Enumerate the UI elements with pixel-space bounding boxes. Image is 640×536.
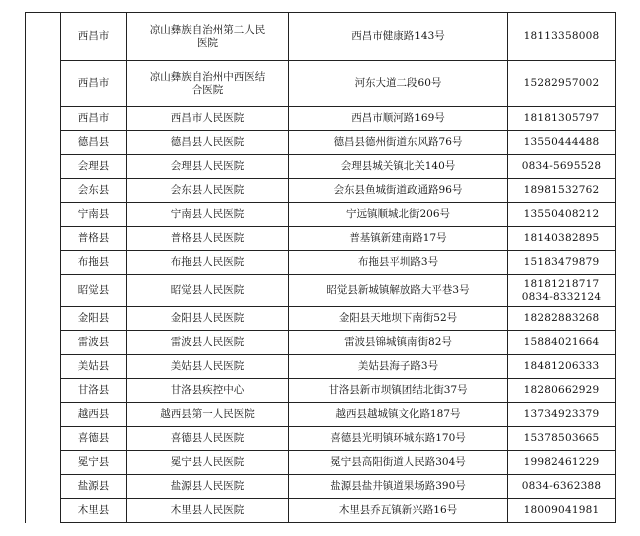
hospital-cell (127, 179, 289, 203)
phone-number: 15884021664 (523, 336, 600, 348)
phone-number: 13550444488 (523, 136, 600, 148)
hospital-name-line: 凉山彝族自治州第二人民 (149, 23, 266, 36)
county-cell: 冕宁县 (61, 451, 127, 475)
address-cell: 昭觉县新城镇解放路大平巷3号 (289, 275, 508, 307)
hospital-cell (127, 499, 289, 523)
address-cell: 河东大道二段60号 (289, 61, 508, 107)
phone-number: 18113358008 (523, 30, 600, 42)
address-cell: 雷波县锦城镇南街82号 (289, 331, 508, 355)
phone-cell (508, 427, 616, 451)
hospital-name-line: 喜德县人民医院 (170, 432, 245, 444)
phone-number: 0834-5695528 (521, 160, 602, 172)
blank-cell (26, 331, 61, 355)
phone-cell (508, 499, 616, 523)
table-row (26, 403, 616, 427)
phone-cell (508, 179, 616, 203)
table-row (26, 203, 616, 227)
hospital-name-line: 雷波县人民医院 (170, 336, 245, 348)
phone-cell (508, 227, 616, 251)
hospital-name-line: 昭觉县人民医院 (170, 284, 245, 296)
blank-cell (26, 379, 61, 403)
table-row (26, 131, 616, 155)
hospital-cell (127, 331, 289, 355)
phone-cell (508, 61, 616, 107)
phone-cell (508, 307, 616, 331)
county-cell: 会东县 (61, 179, 127, 203)
county-cell: 盐源县 (61, 475, 127, 499)
address-cell: 木里县乔瓦镇新兴路16号 (289, 499, 508, 523)
phone-number: 18481206333 (523, 360, 600, 372)
hospital-name-line: 凉山彝族自治州中西医结 (149, 70, 266, 83)
phone-number: 18282883268 (523, 312, 600, 324)
blank-cell (26, 403, 61, 427)
hospital-name-line: 金阳县人民医院 (170, 312, 245, 324)
phone-cell (508, 131, 616, 155)
address-cell: 普基镇新建南路17号 (289, 227, 508, 251)
blank-cell (26, 251, 61, 275)
table-row (26, 251, 616, 275)
blank-cell (26, 107, 61, 131)
phone-cell (508, 275, 616, 307)
address-cell: 甘洛县新市坝镇团结北街37号 (289, 379, 508, 403)
table-row (26, 227, 616, 251)
hospital-cell (127, 355, 289, 379)
hospital-cell (127, 107, 289, 131)
blank-cell (26, 499, 61, 523)
address-cell: 西昌市顺河路169号 (289, 107, 508, 131)
address-cell: 盐源县盐井镇道果场路390号 (289, 475, 508, 499)
county-cell: 德昌县 (61, 131, 127, 155)
table-row (26, 475, 616, 499)
hospital-cell (127, 307, 289, 331)
phone-cell (508, 451, 616, 475)
county-cell: 西昌市 (61, 13, 127, 61)
phone-cell (508, 251, 616, 275)
blank-cell (26, 227, 61, 251)
blank-cell (26, 451, 61, 475)
county-cell: 越西县 (61, 403, 127, 427)
hospital-name-line: 布拖县人民医院 (170, 256, 245, 268)
county-cell: 宁南县 (61, 203, 127, 227)
phone-number: 0834-8332124 (521, 290, 602, 303)
phone-number: 13550408212 (523, 208, 600, 220)
hospital-name-line: 普格县人民医院 (170, 232, 245, 244)
table-row (26, 307, 616, 331)
blank-cell (26, 427, 61, 451)
table-row (26, 13, 616, 61)
table-row (26, 355, 616, 379)
table-row (26, 179, 616, 203)
county-cell: 布拖县 (61, 251, 127, 275)
phone-cell (508, 331, 616, 355)
phone-cell (508, 107, 616, 131)
phone-number: 0834-6362388 (521, 480, 602, 492)
blank-cell (26, 475, 61, 499)
phone-number: 13734923379 (523, 408, 600, 420)
hospital-cell (127, 451, 289, 475)
hospital-name-line: 美姑县人民医院 (170, 360, 245, 372)
table-row (26, 155, 616, 179)
hospital-name-line: 医院 (197, 36, 218, 49)
blank-cell (26, 179, 61, 203)
hospital-name-line: 甘洛县疾控中心 (170, 384, 245, 396)
hospital-name-line: 西昌市人民医院 (170, 112, 245, 124)
county-cell: 木里县 (61, 499, 127, 523)
table-row (26, 451, 616, 475)
blank-cell (26, 131, 61, 155)
blank-cell (26, 275, 61, 307)
phone-number: 18009041981 (523, 504, 600, 516)
hospital-cell (127, 275, 289, 307)
county-cell: 美姑县 (61, 355, 127, 379)
hospital-cell (127, 403, 289, 427)
county-cell: 普格县 (61, 227, 127, 251)
hospital-name-line: 越西县第一人民医院 (160, 408, 255, 420)
county-cell: 金阳县 (61, 307, 127, 331)
phone-cell (508, 475, 616, 499)
hospital-cell (127, 13, 289, 61)
table-row (26, 275, 616, 307)
address-cell: 宁远镇顺城北街206号 (289, 203, 508, 227)
table-row (26, 427, 616, 451)
table-row (26, 61, 616, 107)
address-cell: 冕宁县高阳街道人民路304号 (289, 451, 508, 475)
hospital-cell (127, 61, 289, 107)
hospital-name-line: 宁南县人民医院 (170, 208, 245, 220)
hospital-cell (127, 427, 289, 451)
blank-cell (26, 155, 61, 179)
hospital-name-line: 合医院 (191, 83, 224, 96)
county-cell: 昭觉县 (61, 275, 127, 307)
phone-cell (508, 203, 616, 227)
county-cell: 西昌市 (61, 61, 127, 107)
address-cell: 布拖县平圳路3号 (289, 251, 508, 275)
hospital-cell (127, 203, 289, 227)
blank-cell (26, 61, 61, 107)
hospital-cell (127, 251, 289, 275)
phone-number: 18181218717 (523, 277, 600, 290)
hospital-name-line: 德昌县人民医院 (170, 136, 245, 148)
county-cell: 雷波县 (61, 331, 127, 355)
hospital-name-line: 木里县人民医院 (170, 504, 245, 516)
hospital-name-line: 会理县人民医院 (170, 160, 245, 172)
hospital-name-line: 会东县人民医院 (170, 184, 245, 196)
hospital-cell (127, 131, 289, 155)
phone-cell (508, 403, 616, 427)
table-row (26, 499, 616, 523)
hospital-cell (127, 227, 289, 251)
hospital-name-line: 冕宁县人民医院 (170, 456, 245, 468)
phone-cell (508, 13, 616, 61)
county-cell: 甘洛县 (61, 379, 127, 403)
phone-number: 15282957002 (523, 77, 600, 89)
hospital-cell (127, 379, 289, 403)
table-row (26, 331, 616, 355)
blank-cell (26, 355, 61, 379)
address-cell: 喜德县光明镇环城东路170号 (289, 427, 508, 451)
phone-number: 15183479879 (523, 256, 600, 268)
phone-cell (508, 379, 616, 403)
address-cell: 会东县鱼城街道政通路96号 (289, 179, 508, 203)
hospital-cell (127, 155, 289, 179)
address-cell: 会理县城关镇北关140号 (289, 155, 508, 179)
address-cell: 越西县越城镇文化路187号 (289, 403, 508, 427)
phone-number: 18140382895 (523, 232, 600, 244)
hospital-table (25, 12, 616, 523)
phone-cell (508, 155, 616, 179)
blank-cell (26, 307, 61, 331)
county-cell: 西昌市 (61, 107, 127, 131)
phone-cell (508, 355, 616, 379)
county-cell: 会理县 (61, 155, 127, 179)
address-cell: 金阳县天地坝下南街52号 (289, 307, 508, 331)
address-cell: 美姑县海子路3号 (289, 355, 508, 379)
phone-number: 18280662929 (523, 384, 600, 396)
table-row (26, 379, 616, 403)
phone-number: 15378503665 (523, 432, 600, 444)
phone-number: 19982461229 (523, 456, 600, 468)
blank-cell (26, 13, 61, 61)
hospital-name-line: 盐源县人民医院 (170, 480, 245, 492)
blank-cell (26, 203, 61, 227)
table-body (26, 13, 616, 523)
phone-number: 18181305797 (523, 112, 600, 124)
county-cell: 喜德县 (61, 427, 127, 451)
hospital-cell (127, 475, 289, 499)
address-cell: 西昌市健康路143号 (289, 13, 508, 61)
phone-number: 18981532762 (523, 184, 600, 196)
table-row (26, 107, 616, 131)
address-cell: 德昌县德州街道东风路76号 (289, 131, 508, 155)
